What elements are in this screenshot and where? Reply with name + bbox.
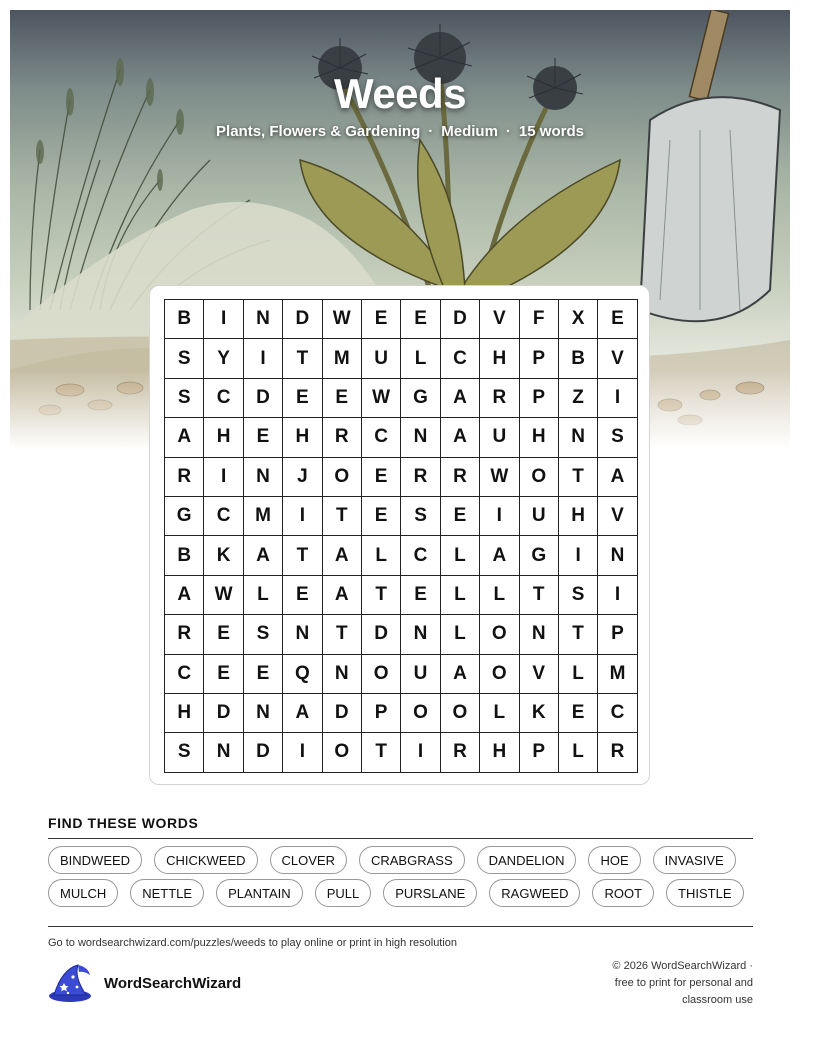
- play-online-note: Go to wordsearchwizard.com/puzzles/weeds to play online or print in high resolution: [48, 937, 458, 949]
- brand-name: WordSearchWizard: [104, 974, 242, 992]
- grid-cell[interactable]: I: [598, 576, 637, 615]
- grid-cell[interactable]: L: [559, 655, 598, 694]
- copyright-line: © 2026 WordSearchWizard ·: [612, 960, 753, 972]
- grid-cell[interactable]: I: [204, 300, 243, 339]
- grid-cell[interactable]: S: [559, 576, 598, 615]
- puzzle-meta: [10, 123, 790, 140]
- word-chip: PURSLANE: [383, 879, 477, 907]
- grid-cell[interactable]: E: [204, 655, 243, 694]
- wizard-hat-icon: [48, 963, 92, 1003]
- page-title: Weeds: [333, 70, 467, 117]
- grid-cell[interactable]: D: [283, 300, 322, 339]
- grid-cell[interactable]: D: [441, 300, 480, 339]
- grid-cell[interactable]: C: [204, 497, 243, 536]
- word-chip: MULCH: [48, 879, 118, 907]
- grid-cell[interactable]: M: [323, 339, 362, 378]
- difficulty-label: Medium: [441, 123, 498, 140]
- grid-cell[interactable]: V: [598, 339, 637, 378]
- grid-cell[interactable]: T: [323, 497, 362, 536]
- grid-cell[interactable]: L: [559, 733, 598, 772]
- grid-cell[interactable]: D: [244, 379, 283, 418]
- grid-cell[interactable]: E: [244, 418, 283, 457]
- grid-cell[interactable]: S: [598, 418, 637, 457]
- grid-cell[interactable]: L: [362, 536, 401, 575]
- word-chip: NETTLE: [130, 879, 204, 907]
- copyright: [553, 958, 753, 1009]
- grid-cell[interactable]: U: [480, 418, 519, 457]
- meta-separator: ·: [428, 123, 434, 140]
- grid-cell[interactable]: H: [520, 418, 559, 457]
- grid-cell[interactable]: S: [401, 497, 440, 536]
- copyright-line: classroom use: [682, 994, 753, 1006]
- grid-cell[interactable]: E: [401, 300, 440, 339]
- grid-cell[interactable]: S: [165, 379, 204, 418]
- grid-cell[interactable]: N: [204, 733, 243, 772]
- grid-cell[interactable]: Z: [559, 379, 598, 418]
- word-count-label: 15 words: [518, 123, 584, 140]
- word-chip: CRABGRASS: [359, 846, 465, 874]
- grid-cell[interactable]: I: [283, 733, 322, 772]
- puzzle-card: [149, 285, 650, 785]
- grid-cell[interactable]: A: [323, 536, 362, 575]
- grid-cell[interactable]: F: [520, 300, 559, 339]
- grid-cell[interactable]: N: [559, 418, 598, 457]
- grid-cell[interactable]: O: [323, 733, 362, 772]
- grid-cell[interactable]: A: [165, 576, 204, 615]
- word-chip: BINDWEED: [48, 846, 142, 874]
- grid-cell[interactable]: W: [323, 300, 362, 339]
- grid-cell[interactable]: L: [401, 339, 440, 378]
- grid-cell[interactable]: U: [520, 497, 559, 536]
- copyright-line: free to print for personal and: [614, 977, 753, 989]
- grid-cell[interactable]: N: [401, 418, 440, 457]
- grid-cell[interactable]: O: [401, 694, 440, 733]
- grid-cell[interactable]: O: [480, 655, 519, 694]
- grid-cell[interactable]: E: [362, 300, 401, 339]
- word-chip: HOE: [588, 846, 640, 874]
- grid-cell[interactable]: I: [283, 497, 322, 536]
- grid-cell[interactable]: I: [401, 733, 440, 772]
- grid-cell[interactable]: C: [598, 694, 637, 733]
- grid-cell[interactable]: L: [441, 615, 480, 654]
- grid-cell[interactable]: W: [480, 458, 519, 497]
- divider: [48, 838, 753, 839]
- word-chip: CHICKWEED: [154, 846, 257, 874]
- grid-cell[interactable]: B: [165, 536, 204, 575]
- grid-cell[interactable]: I: [204, 458, 243, 497]
- word-chip: THISTLE: [666, 879, 743, 907]
- grid-cell[interactable]: E: [441, 497, 480, 536]
- grid-cell[interactable]: M: [244, 497, 283, 536]
- grid-cell[interactable]: R: [598, 733, 637, 772]
- word-chip: PLANTAIN: [216, 879, 303, 907]
- grid-cell[interactable]: N: [244, 458, 283, 497]
- grid-cell[interactable]: E: [283, 379, 322, 418]
- grid-cell[interactable]: R: [165, 615, 204, 654]
- grid-cell[interactable]: L: [480, 694, 519, 733]
- word-chip: ROOT: [592, 879, 654, 907]
- grid-cell[interactable]: B: [165, 300, 204, 339]
- grid-cell[interactable]: R: [401, 458, 440, 497]
- grid-cell[interactable]: P: [520, 339, 559, 378]
- grid-cell[interactable]: I: [480, 497, 519, 536]
- divider: [48, 926, 753, 927]
- grid-cell[interactable]: D: [244, 733, 283, 772]
- grid-cell[interactable]: E: [244, 655, 283, 694]
- grid-cell[interactable]: V: [598, 497, 637, 536]
- grid-cell[interactable]: N: [244, 694, 283, 733]
- grid-cell[interactable]: P: [520, 733, 559, 772]
- grid-cell[interactable]: Q: [283, 655, 322, 694]
- grid-cell[interactable]: L: [441, 576, 480, 615]
- grid-cell[interactable]: N: [323, 655, 362, 694]
- grid-cell[interactable]: A: [165, 418, 204, 457]
- grid-cell[interactable]: K: [520, 694, 559, 733]
- grid-cell[interactable]: P: [362, 694, 401, 733]
- grid-cell[interactable]: A: [244, 536, 283, 575]
- grid-cell[interactable]: R: [441, 733, 480, 772]
- grid-cell[interactable]: H: [204, 418, 243, 457]
- grid-cell[interactable]: P: [520, 379, 559, 418]
- grid-cell[interactable]: K: [204, 536, 243, 575]
- grid-cell[interactable]: T: [323, 615, 362, 654]
- word-chip: CLOVER: [270, 846, 347, 874]
- grid-cell[interactable]: T: [283, 339, 322, 378]
- grid-cell[interactable]: W: [204, 576, 243, 615]
- grid-cell[interactable]: A: [598, 458, 637, 497]
- grid-cell[interactable]: S: [244, 615, 283, 654]
- grid-cell[interactable]: A: [323, 576, 362, 615]
- grid-cell[interactable]: T: [283, 536, 322, 575]
- word-list-heading: FIND THESE WORDS: [48, 815, 199, 831]
- word-chip: RAGWEED: [489, 879, 580, 907]
- grid-cell[interactable]: A: [441, 418, 480, 457]
- grid-cell[interactable]: O: [520, 458, 559, 497]
- grid-cell[interactable]: C: [204, 379, 243, 418]
- category-label: Plants, Flowers & Gardening: [216, 123, 421, 140]
- grid-cell[interactable]: D: [323, 694, 362, 733]
- grid-cell[interactable]: J: [283, 458, 322, 497]
- grid-cell[interactable]: G: [520, 536, 559, 575]
- grid-cell[interactable]: T: [362, 733, 401, 772]
- grid-cell[interactable]: E: [204, 615, 243, 654]
- grid-cell[interactable]: A: [441, 379, 480, 418]
- grid-cell[interactable]: C: [401, 536, 440, 575]
- word-chip: INVASIVE: [653, 846, 736, 874]
- grid-cell[interactable]: E: [401, 576, 440, 615]
- grid-cell[interactable]: R: [323, 418, 362, 457]
- grid-cell[interactable]: H: [480, 733, 519, 772]
- grid-cell[interactable]: T: [520, 576, 559, 615]
- grid-cell[interactable]: T: [559, 458, 598, 497]
- grid-cell[interactable]: E: [323, 379, 362, 418]
- grid-cell[interactable]: N: [401, 615, 440, 654]
- grid-cell[interactable]: A: [283, 694, 322, 733]
- grid-cell[interactable]: L: [441, 536, 480, 575]
- grid-cell[interactable]: T: [559, 615, 598, 654]
- grid-cell[interactable]: G: [165, 497, 204, 536]
- grid-cell[interactable]: V: [520, 655, 559, 694]
- grid-cell[interactable]: M: [598, 655, 637, 694]
- word-chip: PULL: [315, 879, 372, 907]
- grid-cell[interactable]: V: [480, 300, 519, 339]
- grid-cell[interactable]: H: [283, 418, 322, 457]
- grid-cell[interactable]: C: [362, 418, 401, 457]
- word-chip: DANDELION: [477, 846, 577, 874]
- grid-cell[interactable]: S: [165, 339, 204, 378]
- grid-cell[interactable]: O: [362, 655, 401, 694]
- grid-cell[interactable]: A: [441, 655, 480, 694]
- grid-cell[interactable]: E: [362, 497, 401, 536]
- grid-cell[interactable]: H: [165, 694, 204, 733]
- grid-cell[interactable]: H: [559, 497, 598, 536]
- grid-cell[interactable]: G: [401, 379, 440, 418]
- grid-cell[interactable]: D: [362, 615, 401, 654]
- grid-cell[interactable]: S: [165, 733, 204, 772]
- grid-cell[interactable]: P: [598, 615, 637, 654]
- grid-cell[interactable]: E: [598, 300, 637, 339]
- grid-cell[interactable]: R: [441, 458, 480, 497]
- grid-cell[interactable]: Y: [204, 339, 243, 378]
- grid-cell[interactable]: I: [559, 536, 598, 575]
- grid-cell[interactable]: O: [480, 615, 519, 654]
- grid-cell[interactable]: W: [362, 379, 401, 418]
- grid-cell[interactable]: O: [323, 458, 362, 497]
- grid-cell[interactable]: L: [480, 576, 519, 615]
- meta-separator: ·: [505, 123, 511, 140]
- grid-cell[interactable]: L: [244, 576, 283, 615]
- grid-cell[interactable]: D: [204, 694, 243, 733]
- grid-cell[interactable]: C: [441, 339, 480, 378]
- grid-cell[interactable]: I: [598, 379, 637, 418]
- word-list: [48, 846, 760, 907]
- brand[interactable]: [48, 962, 241, 1004]
- grid-cell[interactable]: E: [559, 694, 598, 733]
- grid-cell[interactable]: A: [480, 536, 519, 575]
- grid-cell[interactable]: X: [559, 300, 598, 339]
- grid-cell[interactable]: H: [480, 339, 519, 378]
- grid-cell[interactable]: E: [362, 458, 401, 497]
- grid-cell[interactable]: N: [598, 536, 637, 575]
- grid-cell[interactable]: E: [283, 576, 322, 615]
- grid-cell[interactable]: U: [362, 339, 401, 378]
- grid-cell[interactable]: R: [480, 379, 519, 418]
- grid-cell[interactable]: T: [362, 576, 401, 615]
- grid-cell[interactable]: B: [559, 339, 598, 378]
- letter-grid: [164, 299, 638, 773]
- grid-cell[interactable]: I: [244, 339, 283, 378]
- grid-cell[interactable]: U: [401, 655, 440, 694]
- grid-cell[interactable]: R: [165, 458, 204, 497]
- grid-cell[interactable]: N: [520, 615, 559, 654]
- grid-cell[interactable]: C: [165, 655, 204, 694]
- grid-cell[interactable]: N: [283, 615, 322, 654]
- grid-cell[interactable]: O: [441, 694, 480, 733]
- grid-cell[interactable]: N: [244, 300, 283, 339]
